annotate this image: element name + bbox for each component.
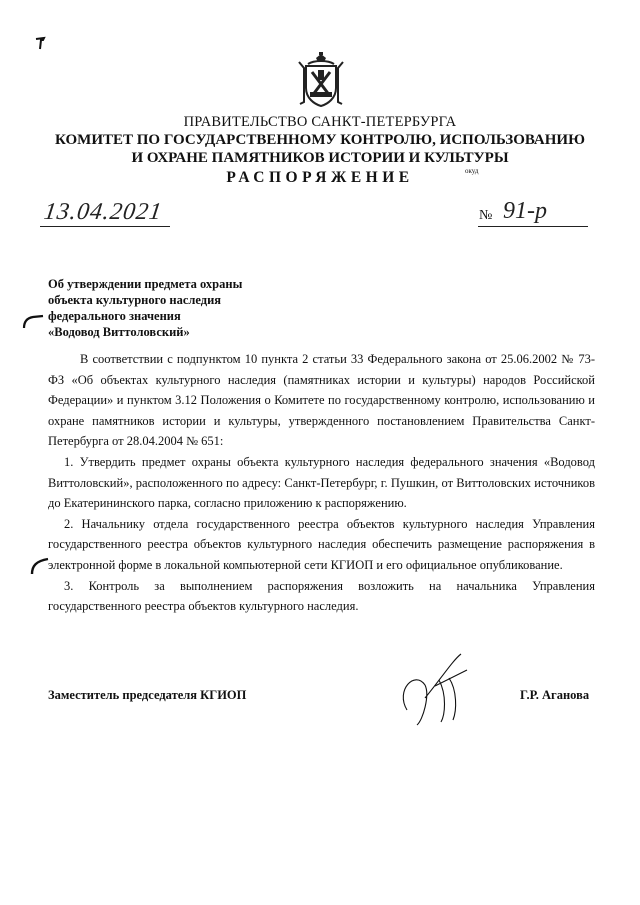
order-item-3: 3. Контроль за выполнением распоряжения возложить на начальника Управления государственного реестра объектов культурного наследия. — [48, 578, 595, 614]
government-heading: ПРАВИТЕЛЬСТВО САНКТ-ПЕТЕРБУРГА — [183, 114, 457, 130]
margin-check-mark-icon — [21, 314, 45, 330]
okud-label: окуд — [465, 167, 479, 175]
intro-paragraph: В соответствии с подпунктом 10 пункта 2 статьи 33 Федерального закона от 25.06.2002 № 73-ФЗ «Об объектах культурного наследия (памятниках истории и культуры) народов Российской Федерации» и пунктом 3.12 Положения о Комитете по государственному контролю, использованию и охране памятников истории и культуры, утвержденного постановлением Правительства Санкт-Петербурга от 28.04.2004 № 651: — [48, 352, 595, 449]
signatory-name: Г.Р. Аганова — [520, 688, 590, 702]
date-underline — [40, 226, 170, 227]
committee-heading-line2: И ОХРАНЕ ПАМЯТНИКОВ ИСТОРИИ И КУЛЬТУРЫ — [131, 150, 509, 166]
document-number: 91-р — [503, 198, 547, 224]
subject-line: «Водовод Виттоловский» — [48, 325, 190, 339]
subject-block — [48, 276, 288, 340]
signatory-position: Заместитель председателя КГИОП — [48, 688, 247, 702]
handwritten-signature-icon — [395, 650, 490, 730]
document-body — [48, 349, 595, 617]
coat-of-arms-icon — [296, 52, 346, 110]
margin-check-mark-icon-2 — [28, 556, 50, 576]
margin-mark-icon — [34, 36, 46, 50]
order-item-1: 1. Утвердить предмет охраны объекта культурного наследия федерального значения «Водовод Виттоловский», расположенного по адресу: Санкт-Петербург, г. Пушкин, от Виттоловских источников до Екатерининского парка, согласно приложению к распоряжению. — [48, 454, 595, 511]
subject-line: Об утверждении предмета охраны — [48, 277, 243, 291]
number-sign: № — [479, 208, 493, 223]
document-date: 13.04.2021 — [42, 199, 164, 225]
document-type-title: РАСПОРЯЖЕНИЕ — [226, 169, 414, 186]
subject-line: федерального значения — [48, 309, 181, 323]
committee-heading-line1: КОМИТЕТ ПО ГОСУДАРСТВЕННОМУ КОНТРОЛЮ, ИСПОЛЬЗОВАНИЮ — [55, 132, 585, 148]
subject-line: объекта культурного наследия — [48, 293, 222, 307]
order-item-2: 2. Начальнику отдела государственного реестра объектов культурного наследия Управления государственного реестра объектов культурного наследия обеспечить размещение распоряжения в электронной форме в локальной компьютерной сети КГИОП и его официальное опубликование. — [48, 516, 595, 572]
number-underline — [478, 226, 588, 227]
